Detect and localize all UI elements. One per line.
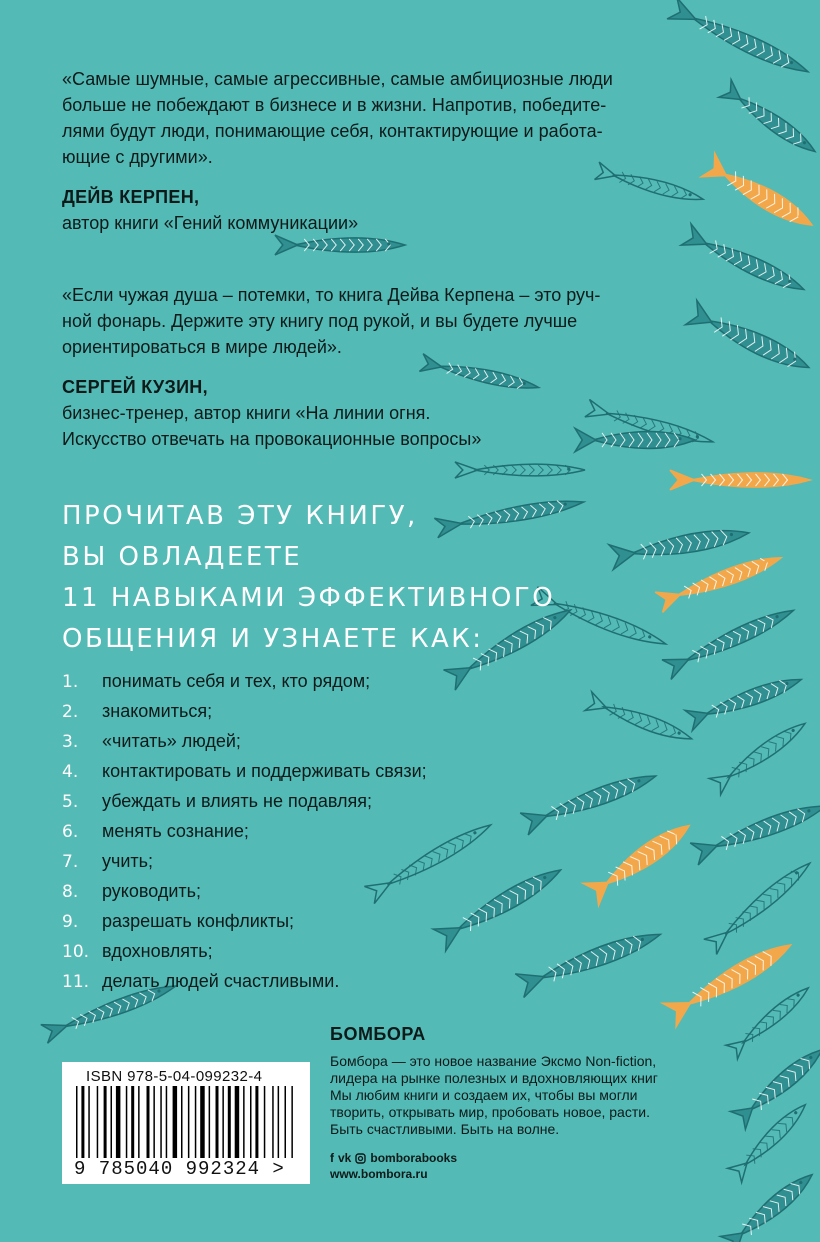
fish-shape xyxy=(719,80,820,161)
fish-shape xyxy=(433,859,567,951)
list-item-text: контактировать и поддерживать связи; xyxy=(102,761,427,781)
fish-shape xyxy=(690,795,820,865)
facebook-icon[interactable]: f xyxy=(330,1151,334,1165)
publisher-about-line-5: Быть счастливыми. Быть на волне. xyxy=(330,1121,560,1137)
quote-2-role-line-1: бизнес-тренер, автор книги «На линии огня. xyxy=(62,403,431,423)
social-row xyxy=(330,1150,690,1166)
fish-shape xyxy=(455,462,585,478)
barcode-digits: 9 785040 992324 > xyxy=(74,1158,285,1180)
list-item-number: 2. xyxy=(62,702,79,722)
headline-line-4: ОБЩЕНИЯ И УЗНАЕТЕ КАК: xyxy=(62,624,484,654)
quote-block-1 xyxy=(62,66,613,236)
list-item-number: 11. xyxy=(62,972,90,992)
list-item-text: понимать себя и тех, кто рядом; xyxy=(102,671,371,691)
list-item-number: 1. xyxy=(62,672,79,692)
list-item-number: 3. xyxy=(62,732,79,752)
instagram-icon[interactable] xyxy=(355,1153,366,1164)
publisher-about xyxy=(330,1053,690,1138)
list-item-number: 5. xyxy=(62,792,79,812)
list-item xyxy=(62,726,427,756)
fish-shape xyxy=(685,669,805,730)
fish-shape xyxy=(520,765,660,835)
social-handle[interactable]: bomborabooks xyxy=(370,1151,458,1165)
list-item-number: 9. xyxy=(62,912,79,932)
fish-shape xyxy=(609,520,751,569)
list-item xyxy=(62,786,427,816)
fish-shape xyxy=(515,923,665,998)
list-item xyxy=(62,846,427,876)
list-item-number: 8. xyxy=(62,882,79,902)
list-item-text: вдохновлять; xyxy=(102,941,213,961)
skills-list xyxy=(62,666,427,996)
list-item xyxy=(62,666,427,696)
publisher-logo: БОМБОРА xyxy=(330,1024,426,1044)
list-item xyxy=(62,696,427,726)
fish-shape xyxy=(585,692,695,748)
fish-shape xyxy=(670,470,810,490)
quote-2-author: СЕРГЕЙ КУЗИН, xyxy=(62,377,208,397)
fish-shape xyxy=(709,715,810,794)
list-item-text: менять сознание; xyxy=(102,821,249,841)
list-item-text: убеждать и влиять не подавляя; xyxy=(102,791,373,811)
quote-1-author: ДЕЙВ КЕРПЕН, xyxy=(62,187,200,207)
publisher-about-line-1: Бомбора — это новое название Эксмо Non-fiction, xyxy=(330,1053,657,1069)
fish-shape xyxy=(667,0,813,82)
quote-1-line-1: «Самые шумные, самые агрессивные, самые амбициозные люди xyxy=(62,69,613,89)
fish-shape xyxy=(701,153,818,236)
quote-2-line-3: ориентироваться в мире людей». xyxy=(62,337,342,357)
list-item xyxy=(62,876,427,906)
fish-shape xyxy=(685,300,814,379)
fish-shape xyxy=(730,1041,820,1130)
list-item-number: 7. xyxy=(62,852,79,872)
publisher-about-line-2: лидера на рынке полезных и вдохновляющих книг xyxy=(330,1070,658,1086)
publisher-about-line-3: Мы любим книги и создаем их, чтобы вы могли xyxy=(330,1087,638,1103)
fish-shape xyxy=(704,856,816,955)
fish-shape xyxy=(275,235,405,255)
headline-line-1: ПРОЧИТАВ ЭТУ КНИГУ, xyxy=(62,501,418,531)
quote-1-line-3: лями будут люди, понимающие себя, контактирующие и работа- xyxy=(62,121,603,141)
fish-shape xyxy=(726,981,814,1059)
quote-block-2 xyxy=(62,282,600,452)
headline-line-2: ВЫ ОВЛАДЕЕТЕ xyxy=(62,542,303,572)
publisher-about-line-4: творить, открывать мир, пробовать новое, расти. xyxy=(330,1104,650,1120)
headline-line-3: 11 НАВЫКАМИ ЭФФЕКТИВНОГО xyxy=(62,583,556,613)
list-item-text: разрешать конфликты; xyxy=(102,911,295,931)
fish-shape xyxy=(583,815,697,906)
headline xyxy=(62,496,622,660)
barcode-bars xyxy=(76,1086,296,1158)
fish-shape xyxy=(655,548,785,613)
list-item xyxy=(62,966,427,996)
list-item xyxy=(62,906,427,936)
list-item-number: 10. xyxy=(62,942,90,962)
quote-1-role: автор книги «Гений коммуникации» xyxy=(62,213,359,233)
fish-shape xyxy=(663,933,798,1026)
list-item-text: учить; xyxy=(102,851,154,871)
list-item xyxy=(62,936,427,966)
website-link[interactable]: www.bombora.ru xyxy=(330,1167,428,1181)
quote-1-line-2: больше не побеждают в бизнесе и в жизни. Напротив, победите- xyxy=(62,95,607,115)
quote-2-line-2: ной фонарь. Держите эту книгу под рукой, и вы будете лучше xyxy=(62,311,578,331)
list-item-text: знакомиться; xyxy=(102,701,213,721)
isbn-label: ISBN 978-5-04-099232-4 xyxy=(86,1068,263,1085)
quote-2-role-line-2: Искусство отвечать на провокационные вопросы» xyxy=(62,429,482,449)
list-item xyxy=(62,816,427,846)
list-item-text: делать людей счастливыми. xyxy=(102,971,340,991)
fish-shape xyxy=(720,1166,819,1242)
fish-shape xyxy=(662,601,798,680)
quote-2-line-1: «Если чужая душа – потемки, то книга Дейва Керпена – это руч- xyxy=(62,285,601,305)
quote-1-line-4: ющие с другими». xyxy=(62,147,213,167)
publisher-block xyxy=(330,1024,690,1182)
list-item xyxy=(62,756,427,786)
isbn-barcode xyxy=(62,1062,310,1184)
list-item-number: 6. xyxy=(62,822,79,842)
vk-icon[interactable]: vk xyxy=(338,1151,352,1165)
list-item-number: 4. xyxy=(62,762,79,782)
fish-shape xyxy=(681,224,809,300)
list-item-text: «читать» людей; xyxy=(102,731,241,751)
list-item-text: руководить; xyxy=(102,881,202,901)
